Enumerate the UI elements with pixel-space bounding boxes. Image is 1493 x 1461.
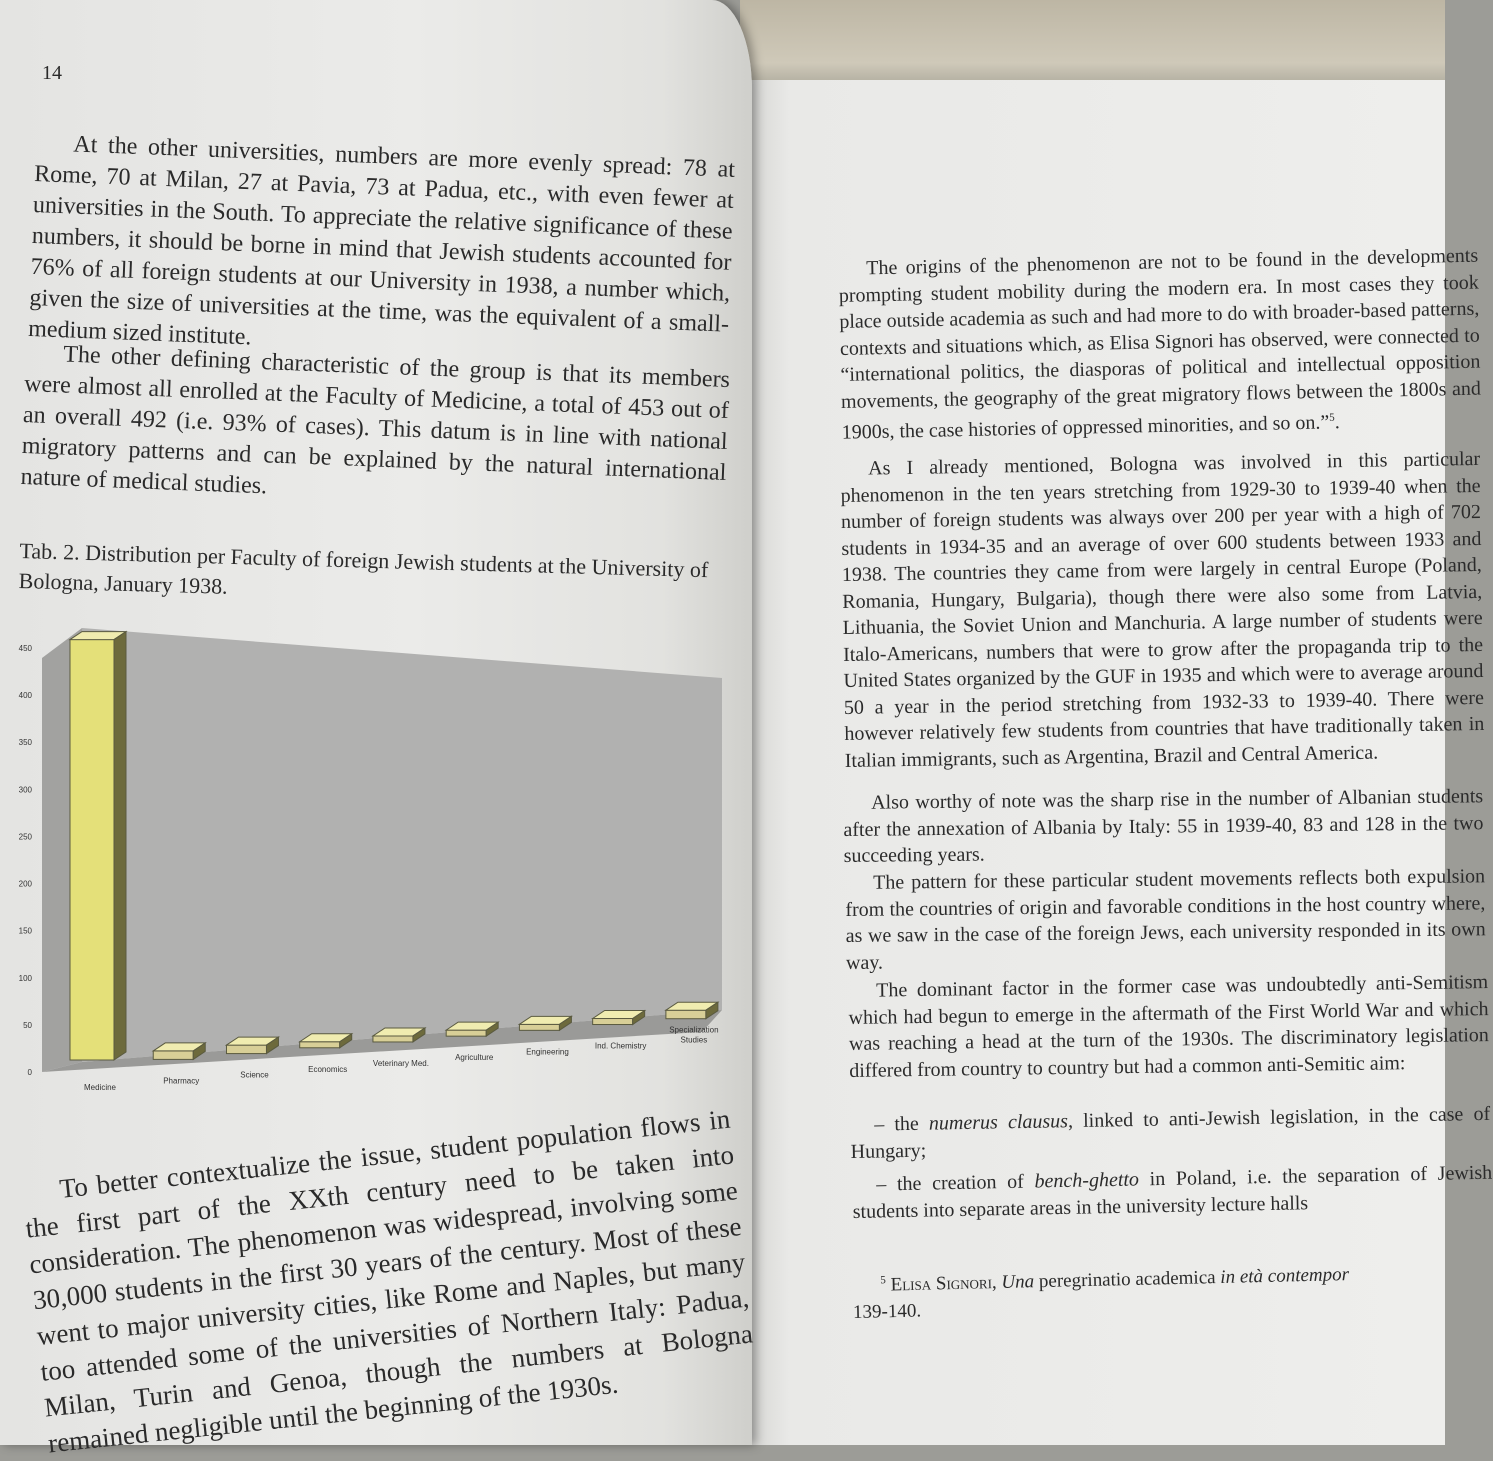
x-tick-label: Economics xyxy=(308,1064,348,1074)
bar-front-0 xyxy=(70,640,114,1060)
y-tick-label: 450 xyxy=(18,644,32,653)
left-paragraph-universities xyxy=(28,128,736,372)
bar-side-0 xyxy=(114,632,126,1060)
list-item-numerus xyxy=(850,1101,1491,1165)
paragraph-text: The pattern for these particular student movements reflects both expulsion from the countries of origin and favorable conditions in the host country where, as we saw in the case of the foreign Jews, each university responded in its own way. xyxy=(845,865,1486,974)
x-tick-label: Engineering xyxy=(526,1047,569,1057)
x-tick-label: Veterinary Med. xyxy=(372,1058,429,1068)
chart-background xyxy=(42,628,722,1072)
chart-back-wall xyxy=(82,628,722,1062)
footnote-ref: 5 xyxy=(1329,411,1335,424)
right-paragraph-dominant xyxy=(848,969,1489,1084)
right-paragraph-bologna xyxy=(840,446,1485,774)
footnote-pages: 139-140. xyxy=(852,1300,922,1324)
paragraph-text: Also worthy of note was the sharp rise in the number of Albanian students after the annexation of Albania by Italy: 55 in 1939-40, 83 and 128 in the two succeeding years. xyxy=(843,785,1484,867)
bar-front-4 xyxy=(373,1036,413,1042)
paragraph-text: The other defining characteristic of the group is that its members were almost all enrolled at the Faculty of Medicine, a total of 453 out of an overall 492 (i.e. 93% of cases). This datum is in line with national migratory patterns and can be explained by the natural international nature of medical studies. xyxy=(20,341,731,500)
x-tick-label: Agriculture xyxy=(455,1053,494,1063)
chart-y-ticks xyxy=(19,644,33,1077)
y-tick-label: 50 xyxy=(23,1020,32,1030)
desk-background xyxy=(740,0,1445,90)
x-tick-label-line: Specialization xyxy=(669,1025,719,1035)
right-paragraph-origins xyxy=(838,243,1482,447)
x-tick-label-line: Studies xyxy=(680,1035,708,1045)
x-tick-label: Science xyxy=(240,1070,269,1080)
right-paragraph-pattern xyxy=(845,863,1486,976)
bar-front-6 xyxy=(519,1024,559,1030)
bar-front-2 xyxy=(226,1045,266,1053)
item-text: , linked to anti-Jewish legislation, in the case of Hungary; xyxy=(850,1102,1491,1163)
bar-front-3 xyxy=(300,1042,340,1048)
footnote-title-part: Una xyxy=(1001,1271,1035,1293)
right-paragraph-albanian xyxy=(843,783,1484,869)
item-emphasis: bench-ghetto xyxy=(1034,1168,1140,1193)
y-tick-label: 350 xyxy=(18,738,32,748)
footnote-number: 5 xyxy=(880,1274,886,1287)
item-prefix: – the xyxy=(874,1112,930,1136)
y-tick-label: 300 xyxy=(18,785,32,795)
footnote-author: Elisa Signori xyxy=(890,1272,993,1296)
footnote-separator: , xyxy=(991,1271,1002,1294)
item-emphasis: numerus clausus xyxy=(928,1110,1069,1135)
paragraph-text: To better contextualize the issue, student population flows in the first part of the XXth century need to be taken into consideration. The phenomenon was widespread, involving some 30,000 students in the first 30 years of the century. Most of these went to major university cities, like Rome and Naples, but many too attended some of the universities of Northern Italy: Padua, Milan, Turin and Genoa, though the numbers at Bologna remained negligible until the beginning of the 1930s. xyxy=(24,1103,755,1459)
paragraph-text: The dominant factor in the former case was undoubtedly anti-Semitism which had begun to emerge in the aftermath of the First World War and which was reaching a head at the turn of the 1930s. The discriminatory legislation differed from country to country but had a common anti-Semitic aim: xyxy=(848,971,1490,1082)
y-tick-label: 0 xyxy=(27,1068,32,1077)
x-tick-label xyxy=(669,1026,718,1045)
paragraph-text: The origins of the phenomenon are not to be found in the developments prompting student mobility during the modern era. In most cases they took place outside academia as such and had more to do with broader-based patterns, contexts and situations which, as Elisa Signori has observed, were connected to “international politics, the diasporas of political and intellectual opposition movements, the geography of the great migratory flows between the 1800s and 1900s, the case histories of oppressed minorities, and so on.” xyxy=(838,244,1482,444)
item-prefix: – the creation of xyxy=(876,1170,1035,1196)
faculty-bar-chart xyxy=(10,620,735,1092)
bar-front-1 xyxy=(153,1051,193,1059)
paragraph-text: As I already mentioned, Bologna was involved in this particular phenomenon in the ten years stretching from 1929-30 to 1939-40 when the number of foreign students was always over 200 per year with a high of 702 students in 1934-35 and an average of over 600 students between 1933 and 1938. The countries they came from were largely in central Europe (Poland, Romania, Hungary, Bulgaria), though there were also some from Latvia, Lithuania, the Soviet Union and Manchuria. A large number of students were Italo-Americans, numbers that were to grow after the propaganda trip to the United States organized by the GUF in 1935 and which were to average around 50 a year in the period stretching from 1932-33 to 1939-40. There were however relatively few students from countries that have traditionally taken in Italian immigrants, such as Argentina, Brazil and Central America. xyxy=(840,447,1485,772)
x-tick-label: Pharmacy xyxy=(163,1076,200,1086)
y-tick-label: 100 xyxy=(18,973,32,983)
paragraph-end: . xyxy=(1334,411,1341,434)
bar-front-7 xyxy=(593,1019,633,1025)
left-paragraph-population-flows xyxy=(20,1101,758,1461)
y-tick-label: 250 xyxy=(18,832,32,842)
left-paragraph-medicine xyxy=(20,338,730,520)
y-tick-label: 200 xyxy=(18,879,32,889)
item-text: in Poland, i.e. the separation of Jewish students into separate areas in the university lecture halls xyxy=(852,1161,1493,1223)
page-number: 14 xyxy=(42,62,62,84)
y-tick-label: 400 xyxy=(18,691,32,701)
chart-svg xyxy=(10,620,735,1092)
footnote-title-part: in età contempor xyxy=(1220,1264,1350,1288)
bar-front-8 xyxy=(666,1010,706,1018)
table-caption: Tab. 2. Distribution per Faculty of foreign Jewish students at the University of Bologna, January 1938. xyxy=(18,537,709,599)
x-tick-label: Ind. Chemistry xyxy=(594,1041,647,1051)
bar-front-5 xyxy=(446,1030,486,1036)
footnote-title-part: peregrinatio academica xyxy=(1033,1266,1221,1293)
y-tick-label: 150 xyxy=(18,926,32,936)
x-tick-label: Medicine xyxy=(83,1083,117,1092)
paragraph-text: At the other universities, numbers are more evenly spread: 78 at Rome, 70 at Milan, 27 at Pavia, 73 at Padua, etc., with even fewer at universities in the South. To appreciate the relative significance of these numbers, it should be borne in mind that Jewish students accounted for 76% of all foreign students at our University in 1938, a number which, given the size of universities at the time, was the equivalent of a small-medium sized institute. xyxy=(27,131,736,351)
